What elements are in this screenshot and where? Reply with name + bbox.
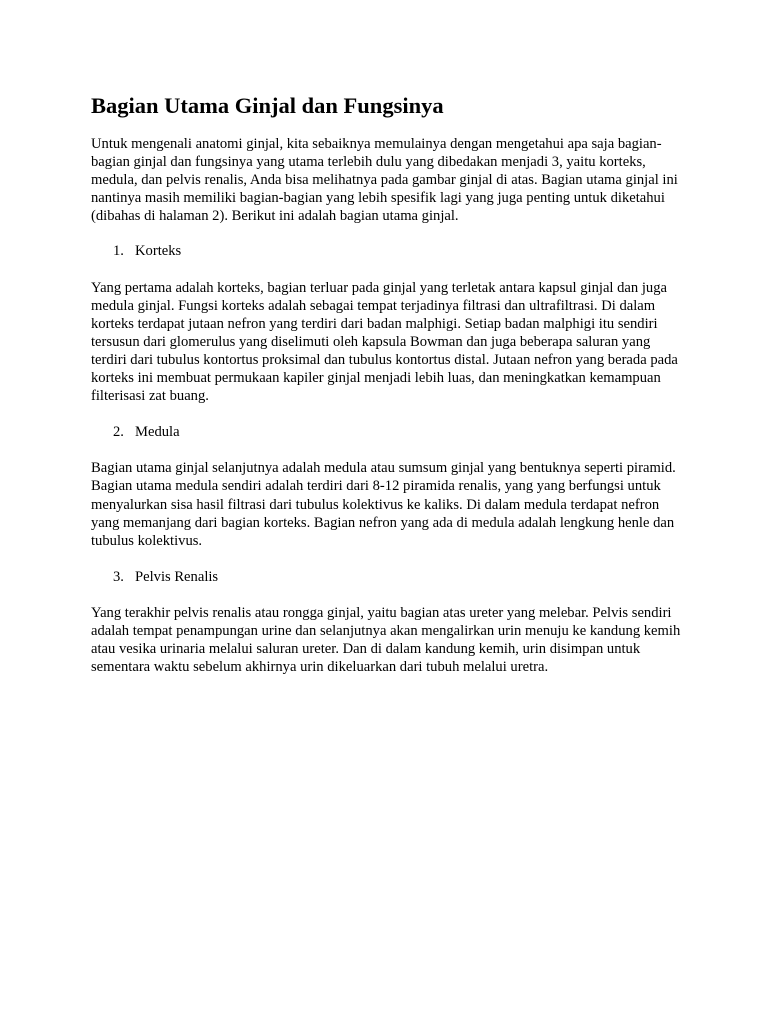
list-number: 2. xyxy=(113,424,124,441)
document-page xyxy=(91,92,681,694)
list-item-pelvis-renalis xyxy=(91,568,681,586)
list-heading: Pelvis Renalis xyxy=(135,568,219,585)
korteks-paragraph: Yang pertama adalah korteks, bagian terluar pada ginjal yang terletak antara kapsul ginjal dan juga medula ginjal. Fungsi korteks adalah sebagai tempat terjadinya filtrasi dan ultrafiltrasi. Di dalam korteks terdapat jutaan nefron yang terdiri dari badan malphigi. Setiap badan malphigi itu sendiri tersusun dari glomerulus yang diselimuti oleh kapsula Bowman dan juga beberapa saluran yang terdiri dari tubulus kontortus proksimal dan tubulus kontortus distal. Jutaan nefron yang berada pada korteks ini membuat permukaan kapiler ginjal menjadi lebih luas, dan meningkatkan kemampuan filterisasi zat buang. xyxy=(91,279,678,405)
intro-paragraph: Untuk mengenali anatomi ginjal, kita sebaiknya memulainya dengan mengetahui apa saja bagian-bagian ginjal dan fungsinya yang utama terlebih dulu yang dibedakan menjadi 3, yaitu korteks, medula, dan pelvis renalis, Anda bisa melihatnya pada gambar ginjal di atas. Bagian utama ginjal ini nantinya masih memiliki bagian-bagian yang lebih spesifik lagi yang juga penting untuk diketahui (dibahas di halaman 2). Berikut ini adalah bagian utama ginjal. xyxy=(91,136,678,225)
list-item-korteks xyxy=(91,242,681,260)
medula-paragraph: Bagian utama ginjal selanjutnya adalah medula atau sumsum ginjal yang bentuknya seperti piramid. Bagian utama medula sendiri adalah terdiri dari 8-12 piramida renalis, yang yang berfungsi untuk menyalurkan sisa hasil filtrasi dari tubulus kolektivus ke kaliks. Di dalam medula terdapat nefron yang memanjang dari bagian korteks. Bagian nefron yang ada di medula adalah lengkung henle dan tubulus kolektivus. xyxy=(91,460,676,549)
list-number: 3. xyxy=(113,568,124,585)
list-heading: Medula xyxy=(135,424,180,441)
document-title: Bagian Utama Ginjal dan Fungsinya xyxy=(91,93,444,118)
list-item-medula xyxy=(91,423,681,441)
list-number: 1. xyxy=(113,243,124,260)
list-heading: Korteks xyxy=(135,243,182,260)
pelvis-renalis-paragraph: Yang terakhir pelvis renalis atau rongga ginjal, yaitu bagian atas ureter yang melebar. Pelvis sendiri adalah tempat penampungan urine dan selanjutnya akan mengalirkan urin menuju ke kandung kemih atau vesika urinaria melalui saluran ureter. Dan di dalam kandung kemih, urin disimpan untuk sementara waktu sebelum akhirnya urin dikeluarkan dari tubuh melalui uretra. xyxy=(91,604,681,676)
